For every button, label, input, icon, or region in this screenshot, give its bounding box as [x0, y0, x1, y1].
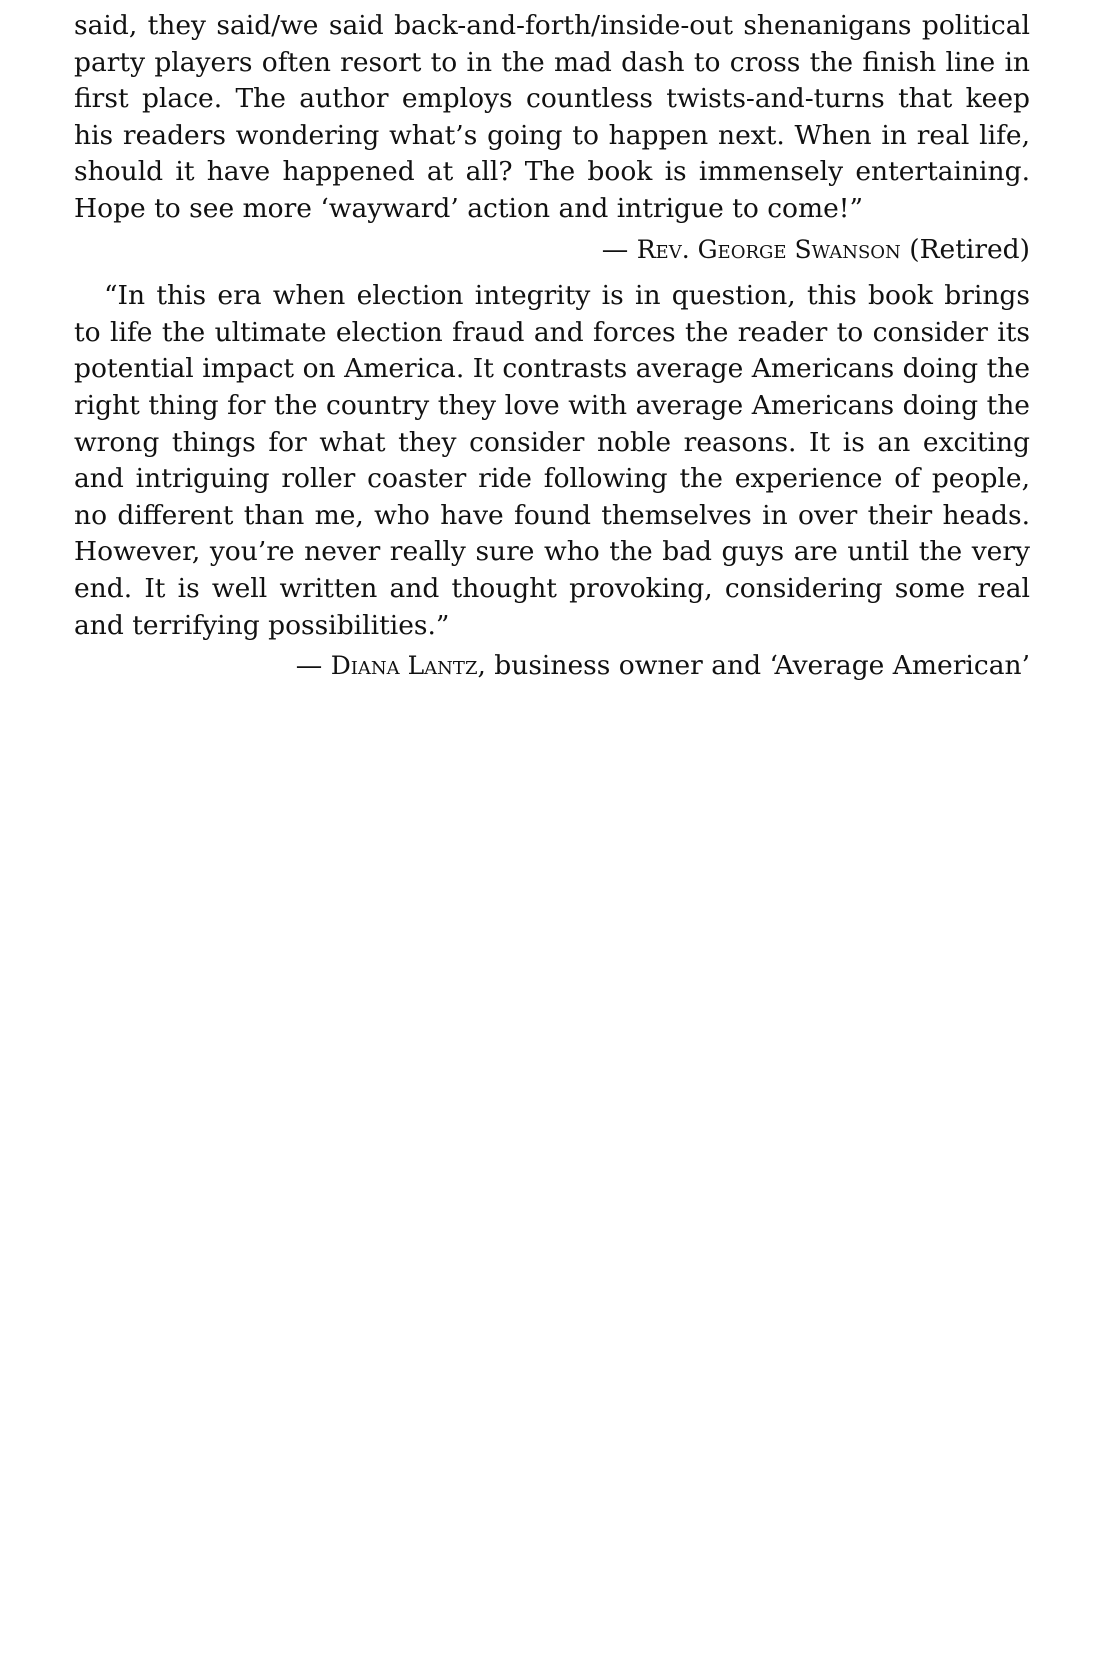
testimonial-attribution-2	[74, 648, 1030, 685]
attribution-descriptor: (Retired)	[909, 233, 1030, 265]
attribution-descriptor: , business owner and ‘Average American’	[477, 650, 1030, 682]
attribution-name: Rev. George Swanson	[636, 234, 901, 264]
attribution-name: Diana Lantz	[330, 651, 478, 681]
attribution-dash: —	[601, 233, 629, 265]
testimonial-attribution-1	[74, 232, 1030, 269]
testimonial-quote-2: “In this era when election integrity is in question, this book brings to life the ultimate election fraud and forces the reader to consider its potential impact on America. It contrasts average Americans doing the right thing for the country they love with average Americans doing the wrong things for what they consider noble reasons. It is an exciting and intriguing roller coaster ride following the experience of people, no different than me, who have found themselves in over their heads. However, you’re never really sure who the bad guys are until the very end. It is well written and thought provoking, considering some real and terrifying possibilities.”	[74, 280, 1030, 641]
testimonial-quote-1: said, they said/we said back-and-forth/inside-out shenanigans political party players often resort to in the mad dash to cross the finish line in first place. The author employs countless twists-and-turns that keep his readers wondering what’s going to happen next. When in real life, should it have happened at all? The book is immensely entertaining. Hope to see more ‘wayward’ action and intrigue to come!”	[74, 10, 1030, 224]
attribution-dash: —	[295, 650, 323, 682]
document-page	[74, 8, 1030, 685]
